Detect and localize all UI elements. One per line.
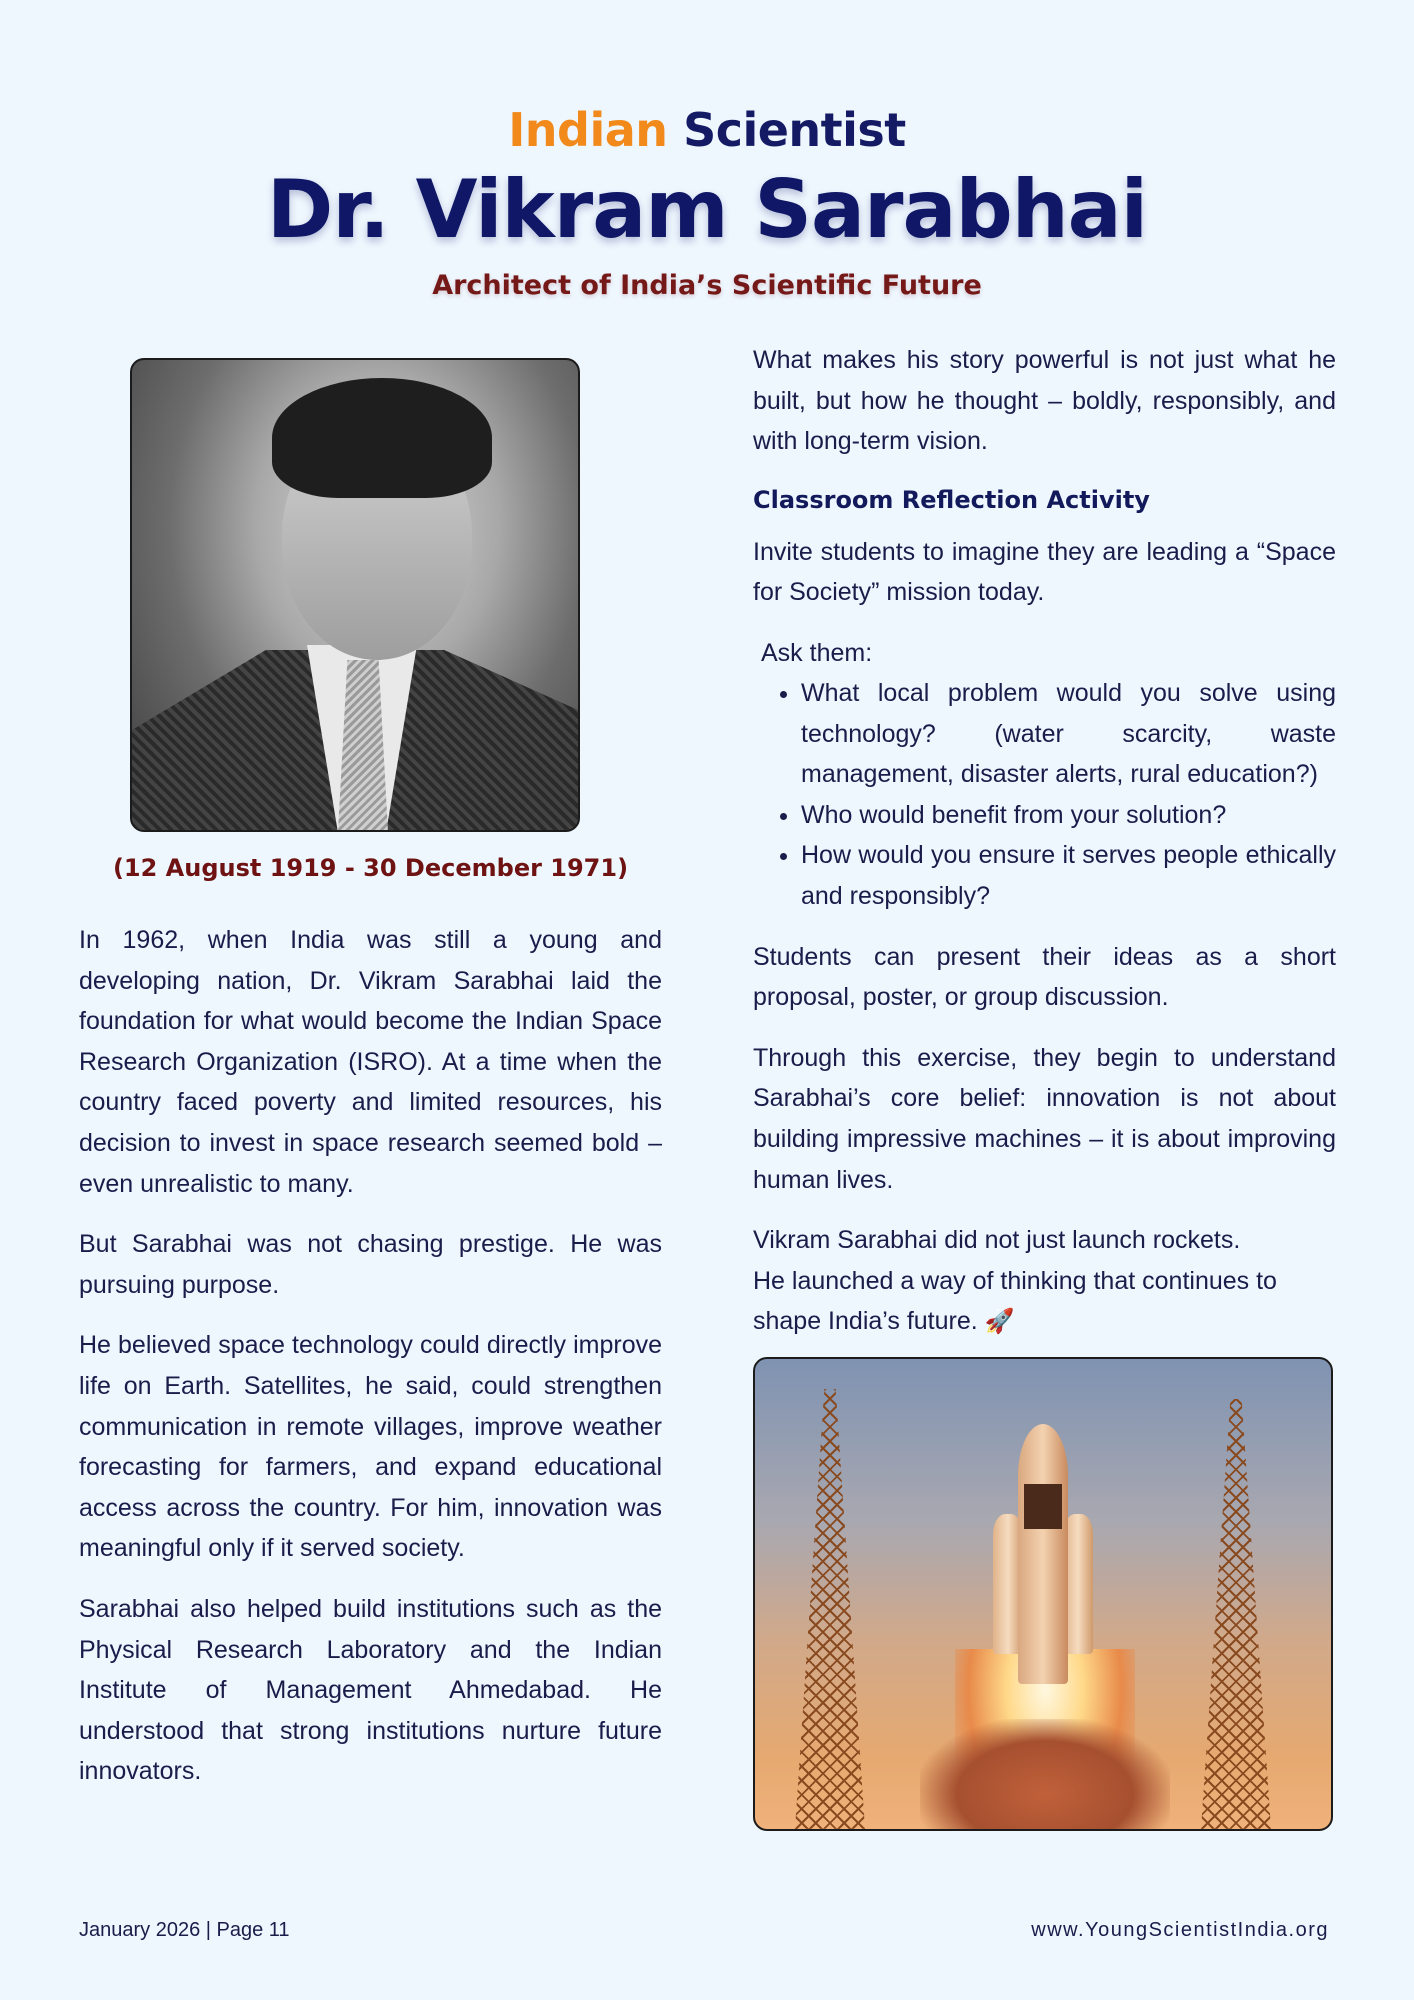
kicker-indian: Indian — [508, 103, 668, 157]
footer-issue: January 2026 | Page 11 — [79, 1919, 290, 1941]
rocket-body — [1018, 1424, 1068, 1684]
ask-label: Ask them: — [761, 638, 873, 667]
footer-website[interactable]: www.YoungScientistIndia.org — [1031, 1919, 1329, 1941]
left-column — [79, 358, 662, 1812]
paragraph-closing — [753, 1220, 1336, 1343]
launch-tower-right — [1201, 1399, 1271, 1829]
portrait-image — [130, 358, 580, 832]
paragraph-institutions: Sarabhai also helped build institutions such as the Physical Research Laboratory and the Indian Institute of Management Ahmedabad. He understood that strong institutions nurture future innovators. — [79, 1594, 662, 1786]
paragraph-understanding: Through this exercise, they begin to understand Sarabhai’s core belief: innovation is not about building impressive machines – it is about improving human lives. — [753, 1043, 1336, 1194]
paragraph-space-tech: He believed space technology could directly improve life on Earth. Satellites, he said, could strengthen communication in remote villages, improve weather forecasting for farmers, and expand educational access across the country. For him, innovation was meaningful only if it served society. — [79, 1331, 662, 1563]
portrait-hair — [272, 378, 492, 498]
question-item: • What local problem would you solve using technology? (water scarcity, waste management, disaster alerts, rural education?) — [801, 673, 1336, 795]
rocket-icon: 🚀 — [984, 1308, 1015, 1336]
launch-tower-left — [795, 1389, 865, 1829]
rocket-smoke — [920, 1719, 1170, 1831]
page-subtitle: Architect of India’s Scientific Future — [432, 270, 982, 301]
paragraph-intro: What makes his story powerful is not just what he built, but how he thought – boldly, responsibly, and with long-term vision. — [753, 346, 1336, 456]
question-item: • Who would benefit from your solution? — [801, 795, 1336, 836]
question-item: • How would you ensure it serves people ethically and responsibly? — [801, 835, 1336, 916]
question-list — [753, 673, 1336, 917]
section-kicker — [0, 100, 1414, 160]
kicker-scientist: Scientist — [683, 103, 906, 157]
right-column — [753, 340, 1336, 1831]
paragraph-presentation: Students can present their ideas as a short proposal, poster, or group discussion. — [753, 942, 1336, 1012]
page-title: Dr. Vikram Sarabhai — [266, 163, 1148, 256]
activity-heading: Classroom Reflection Activity — [753, 485, 1150, 514]
activity-intro: Invite students to imagine they are leading a “Space for Society” mission today. — [753, 537, 1336, 607]
closing-line-2: He launched a way of thinking that continues to shape India’s future. — [753, 1266, 1277, 1336]
closing-line-1: Vikram Sarabhai did not just launch rockets. — [753, 1226, 1241, 1255]
page-header — [0, 100, 1414, 306]
paragraph-purpose: But Sarabhai was not chasing prestige. He was pursuing purpose. — [79, 1230, 662, 1299]
paragraph-1962: In 1962, when India was still a young and developing nation, Dr. Vikram Sarabhai laid the foundation for what would become the Indian Space Research Organization (ISRO). At a time when the country faced poverty and limited resources, his decision to invest in space research seemed bold – even unrealistic to many. — [79, 926, 662, 1198]
rocket-band — [1024, 1484, 1062, 1529]
life-dates: (12 August 1919 - 30 December 1971) — [112, 854, 629, 882]
launch-image — [753, 1357, 1333, 1831]
